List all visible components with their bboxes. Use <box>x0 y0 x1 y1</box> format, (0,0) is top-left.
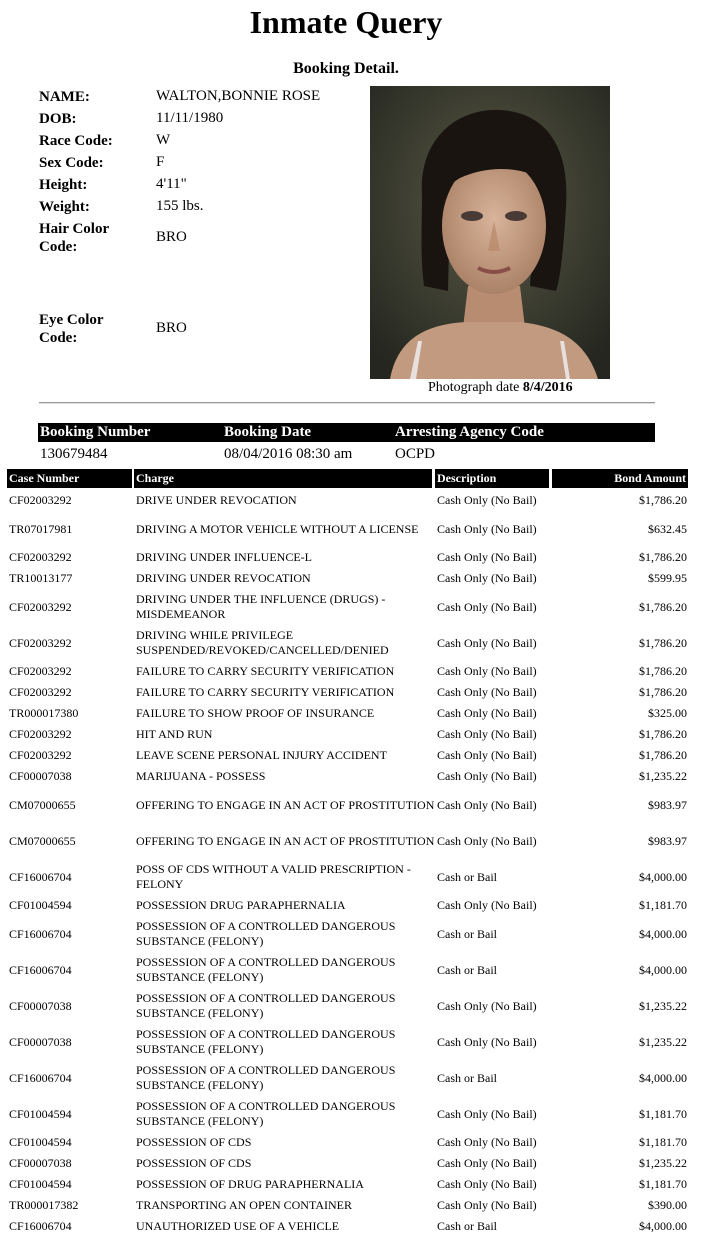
case-number-cell: CF02003292 <box>9 727 72 741</box>
dob-value: 11/11/1980 <box>156 110 224 126</box>
description-cell: Cash Only (No Bail) <box>437 685 537 699</box>
case-number-cell: CF16006704 <box>9 1070 72 1085</box>
photo-caption-label: Photograph date <box>428 380 520 395</box>
table-row <box>7 1216 690 1237</box>
booking-date-value: 08/04/2016 08:30 am <box>224 446 353 462</box>
table-row <box>7 511 690 547</box>
hair-color-value: BRO <box>156 229 187 245</box>
table-row <box>7 988 690 1024</box>
case-number-cell: CF00007038 <box>9 998 72 1013</box>
table-row <box>7 703 690 724</box>
table-row <box>7 568 690 589</box>
case-number-cell: CF16006704 <box>9 926 72 941</box>
case-number-cell: CF02003292 <box>9 748 72 762</box>
table-row <box>7 895 690 916</box>
case-number-cell: CF01004594 <box>9 1106 72 1121</box>
table-row <box>7 916 690 952</box>
charge-cell: POSS OF CDS WITHOUT A VALID PRESCRIPTION - FELONY <box>136 862 411 891</box>
bond-amount-cell: $1,181.70 <box>639 1177 687 1191</box>
race-value: W <box>156 132 171 148</box>
case-number-cell: CF02003292 <box>9 685 72 699</box>
bond-amount-cell: $1,235.22 <box>639 769 687 783</box>
case-number-cell: CF02003292 <box>9 599 72 614</box>
sex-value: F <box>156 154 165 170</box>
case-number-cell: CF02003292 <box>9 550 72 564</box>
description-cell: Cash Only (No Bail) <box>437 1177 537 1191</box>
race-label: Race Code: <box>39 133 113 149</box>
case-number-cell: CF01004594 <box>9 898 72 912</box>
description-cell: Cash Only (No Bail) <box>437 664 537 678</box>
bond-amount-header: Bond Amount <box>552 469 688 488</box>
description-cell: Cash Only (No Bail) <box>437 493 537 507</box>
section-divider <box>39 402 655 404</box>
description-cell: Cash Only (No Bail) <box>437 635 537 650</box>
charge-cell: UNAUTHORIZED USE OF A VEHICLE <box>136 1219 340 1233</box>
bond-amount-cell: $983.97 <box>648 797 687 812</box>
inmate-photo <box>370 86 610 379</box>
charge-cell: POSSESSION OF A CONTROLLED DANGEROUS SUBSTANCE (FELONY) <box>136 919 396 948</box>
description-cell: Cash Only (No Bail) <box>437 998 537 1013</box>
charge-cell: OFFERING TO ENGAGE IN AN ACT OF PROSTITUTION <box>136 833 435 848</box>
table-row <box>7 625 690 661</box>
description-cell: Cash Only (No Bail) <box>437 727 537 741</box>
bond-amount-cell: $1,786.20 <box>639 748 687 762</box>
bond-amount-cell: $1,181.70 <box>639 1135 687 1149</box>
case-number-cell: CM07000655 <box>9 833 76 848</box>
charge-cell: OFFERING TO ENGAGE IN AN ACT OF PROSTITUTION <box>136 797 435 812</box>
bond-amount-cell: $1,786.20 <box>639 599 687 614</box>
booking-number-header: Booking Number <box>38 423 222 442</box>
charge-cell: POSSESSION DRUG PARAPHERNALIA <box>136 898 346 912</box>
table-row <box>7 952 690 988</box>
bond-amount-cell: $4,000.00 <box>639 1219 687 1233</box>
charge-cell: DRIVING UNDER REVOCATION <box>136 571 311 585</box>
table-row <box>7 745 690 766</box>
case-number-cell: CF16006704 <box>9 1219 72 1233</box>
table-row <box>7 682 690 703</box>
table-row <box>7 589 690 625</box>
charge-cell: DRIVING A MOTOR VEHICLE WITHOUT A LICENSE <box>136 521 419 536</box>
case-number-header: Case Number <box>7 469 132 488</box>
name-label: NAME: <box>39 89 90 105</box>
bond-amount-cell: $983.97 <box>648 833 687 848</box>
description-cell: Cash Only (No Bail) <box>437 1135 537 1149</box>
eye-color-label: Eye Color Code: <box>39 312 104 346</box>
bond-amount-cell: $1,181.70 <box>639 898 687 912</box>
charge-cell: DRIVING UNDER THE INFLUENCE (DRUGS) - MISDEMEANOR <box>136 592 386 621</box>
description-cell: Cash or Bail <box>437 869 497 884</box>
table-row <box>7 1153 690 1174</box>
bond-amount-cell: $325.00 <box>648 706 687 720</box>
description-cell: Cash Only (No Bail) <box>437 1198 537 1212</box>
weight-label: Weight: <box>39 199 90 215</box>
table-row <box>7 724 690 745</box>
charge-cell: DRIVING UNDER INFLUENCE-L <box>136 550 312 564</box>
description-cell: Cash Only (No Bail) <box>437 599 537 614</box>
bond-amount-cell: $1,235.22 <box>639 1034 687 1049</box>
description-cell: Cash or Bail <box>437 1219 497 1233</box>
description-cell: Cash Only (No Bail) <box>437 1034 537 1049</box>
booking-number-value: 130679484 <box>40 446 108 462</box>
dob-label: DOB: <box>39 111 77 127</box>
charge-cell: FAILURE TO CARRY SECURITY VERIFICATION <box>136 664 395 678</box>
charge-cell: POSSESSION OF CDS <box>136 1135 252 1149</box>
case-number-cell: CF01004594 <box>9 1177 72 1191</box>
description-cell: Cash Only (No Bail) <box>437 748 537 762</box>
photo-date: 8/4/2016 <box>522 380 573 395</box>
bond-amount-cell: $632.45 <box>648 521 687 536</box>
description-cell: Cash Only (No Bail) <box>437 571 537 585</box>
description-cell: Cash Only (No Bail) <box>437 833 537 848</box>
table-row <box>7 787 690 823</box>
table-row <box>7 1174 690 1195</box>
charge-cell: HIT AND RUN <box>136 727 213 741</box>
description-cell: Cash Only (No Bail) <box>437 898 537 912</box>
charge-cell: MARIJUANA - POSSESS <box>136 769 266 783</box>
table-row <box>7 1096 690 1132</box>
page-title: Inmate Query <box>249 4 443 40</box>
hair-color-label: Hair Color Code: <box>39 221 109 255</box>
arresting-agency-value: OCPD <box>395 446 436 462</box>
bond-amount-cell: $1,235.22 <box>639 1156 687 1170</box>
charge-cell: POSSESSION OF A CONTROLLED DANGEROUS SUBSTANCE (FELONY) <box>136 1063 396 1092</box>
case-number-cell: CF16006704 <box>9 962 72 977</box>
table-row <box>7 859 690 895</box>
description-cell: Cash Only (No Bail) <box>437 1106 537 1121</box>
bond-amount-cell: $390.00 <box>648 1198 687 1212</box>
booking-date-header: Booking Date <box>222 423 393 442</box>
bond-amount-cell: $1,235.22 <box>639 998 687 1013</box>
name-value: WALTON,BONNIE ROSE <box>156 88 321 104</box>
bond-amount-cell: $1,181.70 <box>639 1106 687 1121</box>
bond-amount-cell: $1,786.20 <box>639 727 687 741</box>
charge-header: Charge <box>134 469 432 488</box>
charge-cell: POSSESSION OF A CONTROLLED DANGEROUS SUBSTANCE (FELONY) <box>136 1099 396 1128</box>
charges-table <box>7 490 690 1237</box>
description-cell: Cash or Bail <box>437 962 497 977</box>
height-value: 4'11" <box>156 176 187 192</box>
charge-cell: POSSESSION OF DRUG PARAPHERNALIA <box>136 1177 364 1191</box>
bond-amount-cell: $4,000.00 <box>639 962 687 977</box>
description-cell: Cash Only (No Bail) <box>437 1156 537 1170</box>
table-row <box>7 661 690 682</box>
charge-cell: POSSESSION OF A CONTROLLED DANGEROUS SUBSTANCE (FELONY) <box>136 1027 396 1056</box>
description-cell: Cash or Bail <box>437 1070 497 1085</box>
charge-cell: POSSESSION OF A CONTROLLED DANGEROUS SUBSTANCE (FELONY) <box>136 991 396 1020</box>
eye-color-value: BRO <box>156 320 187 336</box>
case-number-cell: CM07000655 <box>9 797 76 812</box>
photo-caption <box>428 380 573 396</box>
table-row <box>7 1132 690 1153</box>
table-row <box>7 547 690 568</box>
table-row <box>7 1024 690 1060</box>
description-header: Description <box>435 469 549 488</box>
bond-amount-cell: $4,000.00 <box>639 1070 687 1085</box>
description-cell: Cash Only (No Bail) <box>437 706 537 720</box>
charge-cell: DRIVE UNDER REVOCATION <box>136 493 297 507</box>
table-row <box>7 823 690 859</box>
bond-amount-cell: $4,000.00 <box>639 926 687 941</box>
charge-cell: TRANSPORTING AN OPEN CONTAINER <box>136 1198 352 1212</box>
table-row <box>7 1195 690 1216</box>
bond-amount-cell: $1,786.20 <box>639 550 687 564</box>
page-subtitle: Booking Detail. <box>293 60 399 77</box>
charge-cell: DRIVING WHILE PRIVILEGE SUSPENDED/REVOKED/CANCELLED/DENIED <box>136 628 389 657</box>
charge-cell: FAILURE TO CARRY SECURITY VERIFICATION <box>136 685 395 699</box>
description-cell: Cash Only (No Bail) <box>437 769 537 783</box>
height-label: Height: <box>39 177 88 193</box>
bond-amount-cell: $1,786.20 <box>639 685 687 699</box>
case-number-cell: TR10013177 <box>9 571 73 585</box>
charge-cell: POSSESSION OF A CONTROLLED DANGEROUS SUBSTANCE (FELONY) <box>136 955 396 984</box>
charge-cell: FAILURE TO SHOW PROOF OF INSURANCE <box>136 706 375 720</box>
bond-amount-cell: $1,786.20 <box>639 493 687 507</box>
bond-amount-cell: $1,786.20 <box>639 664 687 678</box>
weight-value: 155 lbs. <box>156 198 204 214</box>
case-number-cell: CF00007038 <box>9 1156 72 1170</box>
charge-cell: LEAVE SCENE PERSONAL INJURY ACCIDENT <box>136 748 387 762</box>
case-number-cell: CF16006704 <box>9 869 72 884</box>
case-number-cell: CF00007038 <box>9 769 72 783</box>
sex-label: Sex Code: <box>39 155 104 171</box>
bond-amount-cell: $4,000.00 <box>639 869 687 884</box>
case-number-cell: CF01004594 <box>9 1135 72 1149</box>
case-number-cell: CF02003292 <box>9 635 72 650</box>
bond-amount-cell: $599.95 <box>648 571 687 585</box>
table-row <box>7 490 690 511</box>
bond-amount-cell: $1,786.20 <box>639 635 687 650</box>
case-number-cell: CF00007038 <box>9 1034 72 1049</box>
description-cell: Cash Only (No Bail) <box>437 521 537 536</box>
description-cell: Cash Only (No Bail) <box>437 550 537 564</box>
charge-cell: POSSESSION OF CDS <box>136 1156 252 1170</box>
table-row <box>7 766 690 787</box>
description-cell: Cash Only (No Bail) <box>437 797 537 812</box>
case-number-cell: TR000017380 <box>9 706 79 720</box>
case-number-cell: TR07017981 <box>9 521 73 536</box>
arresting-agency-header: Arresting Agency Code <box>393 423 655 442</box>
table-row <box>7 1060 690 1096</box>
case-number-cell: CF02003292 <box>9 493 72 507</box>
case-number-cell: TR000017382 <box>9 1198 79 1212</box>
case-number-cell: CF02003292 <box>9 664 72 678</box>
description-cell: Cash or Bail <box>437 926 497 941</box>
